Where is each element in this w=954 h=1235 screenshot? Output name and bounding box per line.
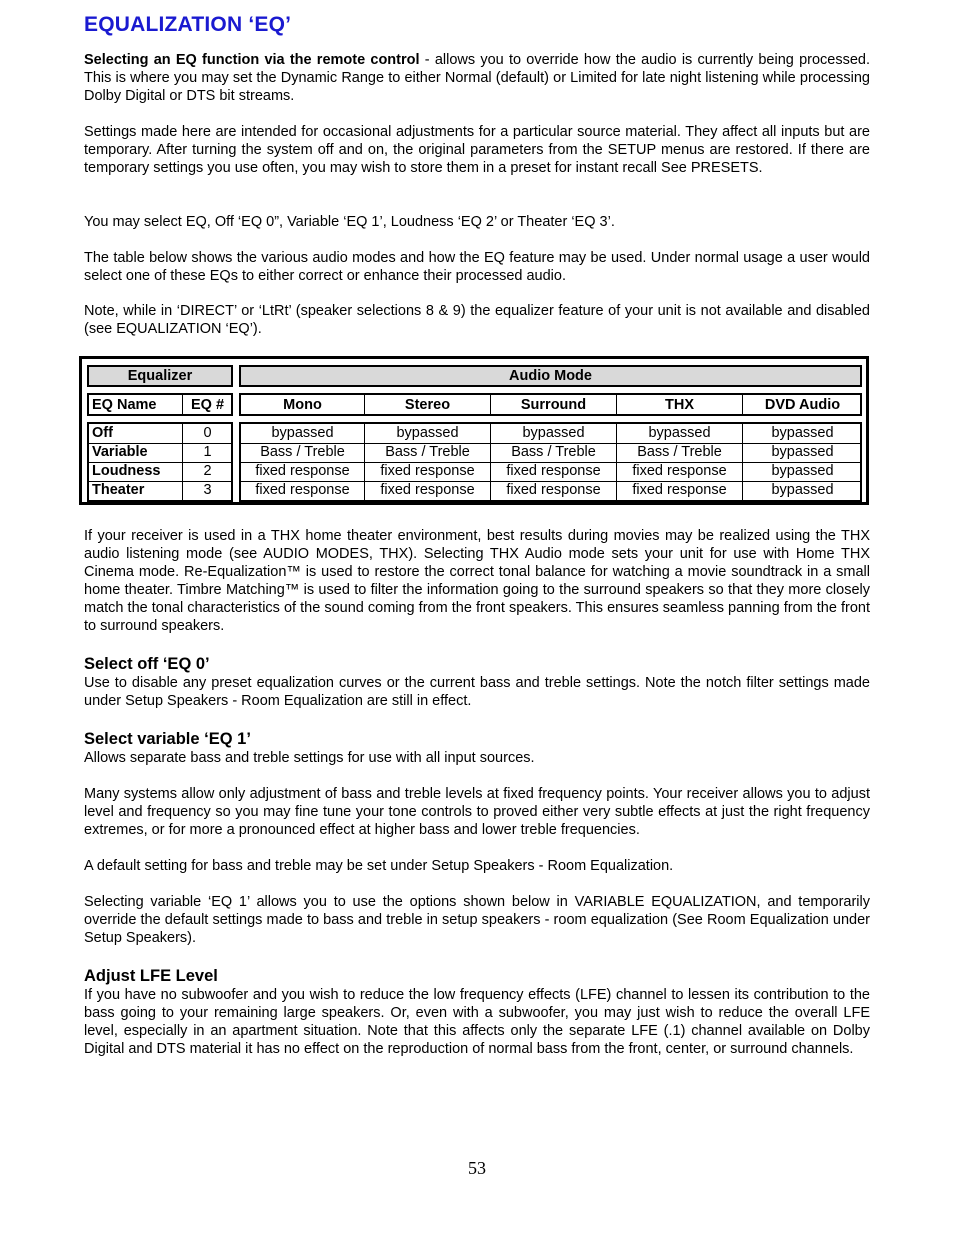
section-select-variable xyxy=(84,729,870,767)
table-row xyxy=(89,424,231,443)
table-cell: fixed response xyxy=(255,482,350,498)
settings-paragraph xyxy=(84,123,870,177)
table-cell: Bass / Treble xyxy=(637,444,722,460)
page-title: EQUALIZATION ‘EQ’ xyxy=(84,13,292,36)
table-cell: fixed response xyxy=(632,463,727,479)
variable-paragraph-2 xyxy=(84,785,870,839)
thx-text: If your receiver is used in a THX home theater environment, best results during movies may be realized using the THX audio listening mode (see AUDIO MODES, THX). Selecting THX Audio mode sets your unit for use with Home THX Cinema mode. Re-Equalization™ is used to restore the correct tonal balance for watching a movie soundtrack in a small home theater. Timbre Matching™ is used to filter the information going to the surround speakers so that they more closely match the tonal characteristics of the sound coming from the front speakers. This ensures seamless panning from the front to surround speakers. xyxy=(84,528,870,634)
intro-lead: Selecting an EQ function via the remote control xyxy=(84,52,420,68)
section-lfe-level xyxy=(84,966,870,1058)
table-cell: bypassed xyxy=(771,463,834,479)
eq-body-group xyxy=(87,422,233,502)
table-cell: Bass / Treble xyxy=(511,444,596,460)
table-cell: fixed response xyxy=(506,482,601,498)
table-cell: Bass / Treble xyxy=(385,444,470,460)
note-text: Note, while in ‘DIRECT’ or ‘LtRt’ (speaker selections 8 & 9) the equalizer feature of your unit is not available and disabled (see EQUALIZATION ‘EQ’). xyxy=(84,303,870,337)
table-row xyxy=(241,462,860,481)
section-heading: Select variable ‘EQ 1’ xyxy=(84,730,251,748)
eq-number: 1 xyxy=(203,444,212,460)
table-row xyxy=(241,481,860,500)
table-cell: fixed response xyxy=(632,482,727,498)
table-cell: bypassed xyxy=(771,425,834,441)
mode-column-header-group xyxy=(239,393,862,416)
eq-name-header: EQ Name xyxy=(92,397,157,413)
mode-header-mono: Mono xyxy=(283,397,322,413)
table-row xyxy=(241,424,860,443)
audio-mode-group-header: Audio Mode xyxy=(239,365,862,387)
mode-header-stereo: Stereo xyxy=(404,397,451,413)
eq-table xyxy=(79,356,869,505)
eq-name-variable: Variable xyxy=(92,444,148,460)
table-cell: bypassed xyxy=(522,425,585,441)
mode-header-thx: THX xyxy=(665,397,694,413)
table-cell: bypassed xyxy=(648,425,711,441)
table-cell: fixed response xyxy=(380,482,475,498)
mode-body-group xyxy=(239,422,862,502)
mode-header-surround: Surround xyxy=(520,397,587,413)
select-paragraph xyxy=(84,213,870,231)
eq-number: 2 xyxy=(203,463,212,479)
table-intro-text: The table below shows the various audio modes and how the EQ feature may be used. Under normal usage a user would select one of these EQs to either correct or enhance their processed audio. xyxy=(84,250,870,284)
table-row xyxy=(89,462,231,481)
variable-text-2: Many systems allow only adjustment of bass and treble levels at fixed frequency points. Your receiver allows you to adjust level and frequency so you may fine tune your tone controls to proved either very subtle effects at just the right frequency extremes, or for more a pronounced effect at higher bass and lower treble frequencies. xyxy=(84,786,870,838)
variable-paragraph-4 xyxy=(84,893,870,947)
variable-paragraph-3 xyxy=(84,857,870,875)
eq-number: 3 xyxy=(203,482,212,498)
table-cell: bypassed xyxy=(396,425,459,441)
intro-paragraph xyxy=(84,51,870,105)
eq-name-theater: Theater xyxy=(92,482,145,498)
equalizer-group-header: Equalizer xyxy=(87,365,233,387)
table-cell: fixed response xyxy=(255,463,350,479)
section-select-off xyxy=(84,654,870,710)
thx-paragraph xyxy=(84,527,870,635)
note-paragraph xyxy=(84,302,870,338)
variable-text-3: A default setting for bass and treble may be set under Setup Speakers - Room Equalization. xyxy=(84,858,674,874)
table-cell: Bass / Treble xyxy=(260,444,345,460)
table-cell: bypassed xyxy=(771,482,834,498)
eq-name-loudness: Loudness xyxy=(92,463,161,479)
section-body: Allows separate bass and treble settings for use with all input sources. xyxy=(84,750,535,766)
table-intro-paragraph xyxy=(84,249,870,285)
table-cell: fixed response xyxy=(506,463,601,479)
section-body: Use to disable any preset equalization curves or the current bass and treble settings. Note the notch filter settings made under Setup Speakers - Room Equalization are still in effect. xyxy=(84,675,870,709)
settings-text: Settings made here are intended for occasional adjustments for a particular source material. They affect all inputs but are temporary. After turning the system off and on, the original parameters from the SETUP menus are restored. If there are temporary settings you use often, you may wish to store them in a preset for instant recall See PRESETS. xyxy=(84,124,870,176)
eq-column-header-group xyxy=(87,393,233,416)
eq-number-header: EQ # xyxy=(190,397,225,413)
section-heading: Adjust LFE Level xyxy=(84,967,218,985)
table-row xyxy=(89,443,231,462)
page-number: 53 xyxy=(468,1158,486,1178)
eq-number: 0 xyxy=(203,425,212,441)
section-heading: Select off ‘EQ 0’ xyxy=(84,655,210,673)
table-cell: bypassed xyxy=(271,425,334,441)
mode-header-dvd-audio: DVD Audio xyxy=(764,397,841,413)
intro-rest: - allows you to override how the audio is currently being processed. This is where you may set the Dynamic Range to either Normal (default) or Limited for late night listening while processing Dolby Digital or DTS bit streams. xyxy=(84,52,870,104)
section-body: If you have no subwoofer and you wish to reduce the low frequency effects (LFE) channel to lessen its contribution to the bass going to your remaining large speakers. Or, even with a subwoofer, you may just wish to reduce the overall LFE level, especially in an apartment situation. Note that this affects only the separate LFE (.1) channel available on Dolby Digital and DTS material it has no effect on the reproduction of normal bass from the front, center, or surround channels. xyxy=(84,987,870,1057)
variable-text-4: Selecting variable ‘EQ 1’ allows you to use the options shown below in VARIABLE EQUALIZATION, and temporarily override the default settings made to bass and treble in setup speakers - room equalization (See Room Equalization under Setup Speakers). xyxy=(84,894,870,946)
table-cell: fixed response xyxy=(380,463,475,479)
eq-name-off: Off xyxy=(92,425,113,441)
table-row xyxy=(241,443,860,462)
select-text: You may select EQ, Off ‘EQ 0”, Variable ‘EQ 1’, Loudness ‘EQ 2’ or Theater ‘EQ 3’. xyxy=(84,214,615,230)
table-cell: bypassed xyxy=(771,444,834,460)
table-row xyxy=(89,481,231,500)
